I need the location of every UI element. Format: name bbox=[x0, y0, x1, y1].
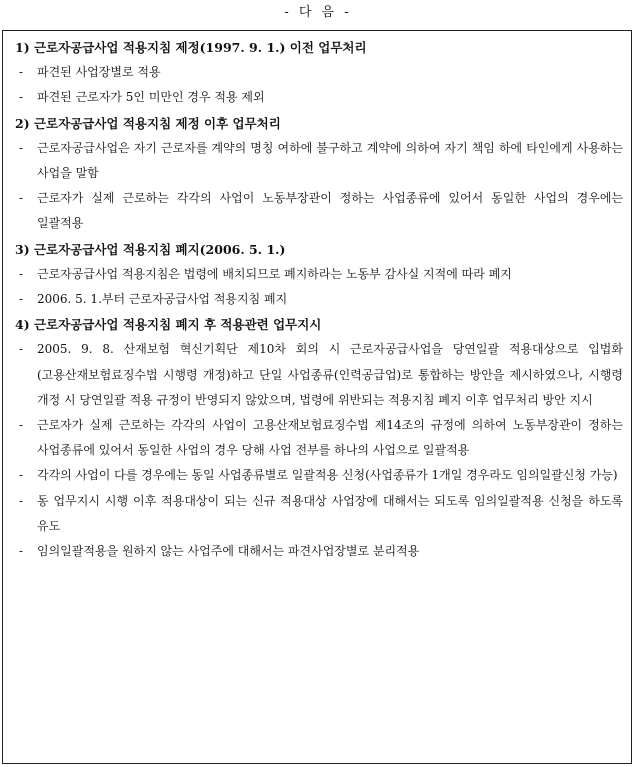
dash-bullet: - bbox=[19, 90, 24, 105]
list-item-text: 파견된 사업장별로 적용 bbox=[37, 65, 161, 80]
list-item-text: 근로자가 실제 근로하는 각각의 사업이 고용산재보험료징수법 제14조의 규정에 의하여 노동부장관이 정하는 사업종류에 있어서 동일한 사업의 경우 당해 사업 전부를 하나의 사업으로 일괄적용 bbox=[37, 418, 623, 458]
list-item bbox=[15, 136, 623, 186]
list-item bbox=[15, 413, 623, 463]
list-item bbox=[15, 85, 623, 110]
section-2 bbox=[15, 111, 623, 237]
section-3 bbox=[15, 237, 623, 313]
dash-bullet: - bbox=[19, 493, 24, 508]
dash-bullet: - bbox=[19, 191, 24, 206]
list-item-text: 동 업무지시 시행 이후 적용대상이 되는 신규 적용대상 사업장에 대해서는 되도록 임의일괄적용 신청을 하도록 유도 bbox=[37, 493, 623, 533]
list-item bbox=[15, 262, 623, 287]
dash-bullet: - bbox=[19, 342, 24, 357]
dash-bullet: - bbox=[19, 140, 24, 155]
dash-bullet: - bbox=[19, 65, 24, 80]
list-item bbox=[15, 287, 623, 312]
dash-bullet: - bbox=[19, 468, 24, 483]
content-body bbox=[15, 35, 623, 564]
list-item-text: 각각의 사업이 다를 경우에는 동일 사업종류별로 일괄적용 신청(사업종류가 1개일 경우라도 임의일괄신청 가능) bbox=[37, 468, 618, 483]
list-item bbox=[15, 186, 623, 236]
list-item bbox=[15, 60, 623, 85]
list-item-text: 파견된 근로자가 5인 미만인 경우 적용 제외 bbox=[37, 90, 265, 105]
dash-bullet: - bbox=[19, 418, 24, 433]
list-item bbox=[15, 463, 623, 488]
list-item-text: 2005. 9. 8. 산재보험 혁신기획단 제10차 회의 시 근로자공급사업을 당연일괄 적용대상으로 입법화(고용산재보험료징수법 시행령 개정)하고 단일 사업종류(인력공급업)로 통합하는 방안을 제시하였으나, 시행령 개정 시 당연일괄 적용 규정이 반영되지 않았으며, 법령에 위반되는 적용지침 폐지 이후 업무처리 방안 지시 bbox=[37, 342, 623, 407]
section-4 bbox=[15, 312, 623, 564]
section-1 bbox=[15, 35, 623, 111]
list-item bbox=[15, 539, 623, 564]
list-item-text: 2006. 5. 1.부터 근로자공급사업 적용지침 폐지 bbox=[37, 292, 288, 307]
document-title: - 다 음 - bbox=[284, 5, 352, 20]
list-item bbox=[15, 337, 623, 413]
dash-bullet: - bbox=[19, 544, 24, 559]
list-item-text: 근로자공급사업은 자기 근로자를 계약의 명칭 여하에 불구하고 계약에 의하여 자기 책임 하에 타인에게 사용하는 사업을 말함 bbox=[37, 140, 623, 181]
dash-bullet: - bbox=[19, 266, 24, 281]
list-item-text: 임의일괄적용을 원하지 않는 사업주에 대해서는 파견사업장별로 분리적용 bbox=[37, 544, 420, 559]
list-item-text: 근로자가 실제 근로하는 각각의 사업이 노동부장관이 정하는 사업종류에 있어서 동일한 사업의 경우에는 일괄적용 bbox=[37, 191, 623, 231]
section-heading: 1) 근로자공급사업 적용지침 제정(1997. 9. 1.) 이전 업무처리 bbox=[15, 40, 367, 55]
section-heading: 2) 근로자공급사업 적용지침 제정 이후 업무처리 bbox=[15, 115, 281, 131]
section-heading: 4) 근로자공급사업 적용지침 폐지 후 적용관련 업무지시 bbox=[15, 317, 322, 333]
dash-bullet: - bbox=[19, 292, 24, 307]
content-box bbox=[2, 30, 632, 764]
list-item bbox=[15, 489, 623, 539]
list-item-text: 근로자공급사업 적용지침은 법령에 배치되므로 폐지하라는 노동부 감사실 지적에 따라 폐지 bbox=[37, 266, 512, 281]
section-heading: 3) 근로자공급사업 적용지침 폐지(2006. 5. 1.) bbox=[15, 241, 286, 257]
